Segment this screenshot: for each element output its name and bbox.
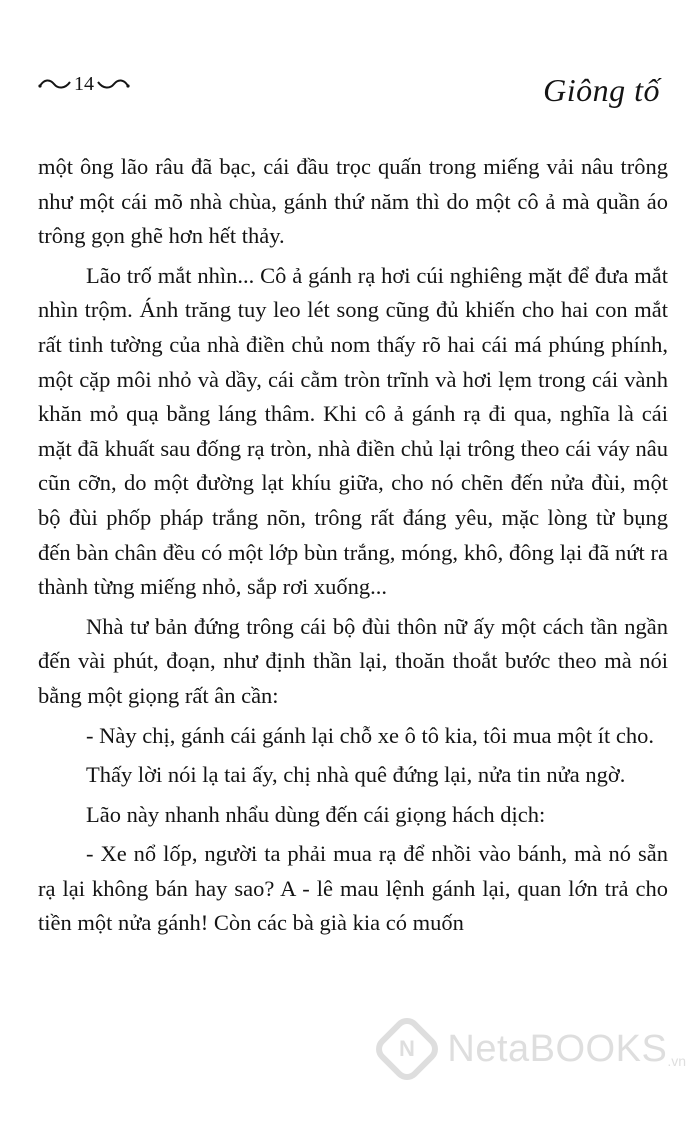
netabooks-watermark (381, 1023, 686, 1075)
netabooks-logo-icon: N (371, 1012, 445, 1086)
page-header (38, 70, 660, 120)
watermark-suffix: .vn (667, 1053, 686, 1069)
watermark-brand: NetaBOOKS (447, 1027, 668, 1070)
paragraph: Lão này nhanh nhẩu dùng đến cái giọng hách dịch: (86, 801, 546, 827)
right-swirl-icon (96, 77, 130, 91)
paragraph: - Xe nổ lốp, người ta phải mua rạ để nhồi vào bánh, mà nó sẵn rạ lại không bán hay sao? A - lê mau lệnh gánh lại, quan lớn trả cho tiền một nửa gánh! Còn các bà già kia có muốn (38, 841, 668, 936)
paragraph: Thấy lời nói lạ tai ấy, chị nhà quê đứng lại, nửa tin nửa ngờ. (86, 762, 626, 788)
paragraph: một ông lão râu đã bạc, cái đầu trọc quấn trong miếng vải nâu trông như một cái mõ nhà chùa, gánh thứ năm thì do một cô ả mà quần áo trông gọn ghẽ hơn hết thảy. (38, 154, 668, 249)
paragraph: Nhà tư bản đứng trông cái bộ đùi thôn nữ ấy một cách tần ngần đến vài phút, đoạn, như định thần lại, thoăn thoắt bước theo mà nói bằng một giọng rất ân cần: (38, 613, 668, 708)
page-number: 14 (74, 73, 94, 95)
book-title: Giông tố (543, 72, 660, 108)
paragraph: Lão trố mắt nhìn... Cô ả gánh rạ hơi cúi nghiêng mặt để đưa mắt nhìn trộm. Ánh trăng tuy leo lét song cũng đủ khiến cho hai con mắt rất tinh tường của nhà điền chủ nom thấy rõ hai cái má phúng phính, một cặp môi nhỏ và dầy, cái cằm tròn trĩnh và hơi lẹm trong cái vành khăn mỏ quạ bằng láng thâm. Khi cô ả gánh rạ đi qua, nghĩa là cái mặt đã khuất sau đống rạ tròn, nhà điền chủ lại trông theo cái váy nâu cũn cỡn, do một đường lạt khíu giữa, cho nó chẽn đến nửa đùi, một bộ đùi phốp pháp trắng nõn, trông rất đáng yêu, mặc lòng từ bụng đến bàn chân đều có một lớp bùn trắng, móng, khô, đông lại đã nứt ra thành từng miếng nhỏ, sắp rơi xuống... (38, 262, 668, 600)
left-swirl-icon (38, 77, 72, 91)
page-number-ornament (38, 74, 130, 94)
paragraph: - Này chị, gánh cái gánh lại chỗ xe ô tô kia, tôi mua một ít cho. (86, 722, 654, 748)
body-text (38, 150, 668, 946)
